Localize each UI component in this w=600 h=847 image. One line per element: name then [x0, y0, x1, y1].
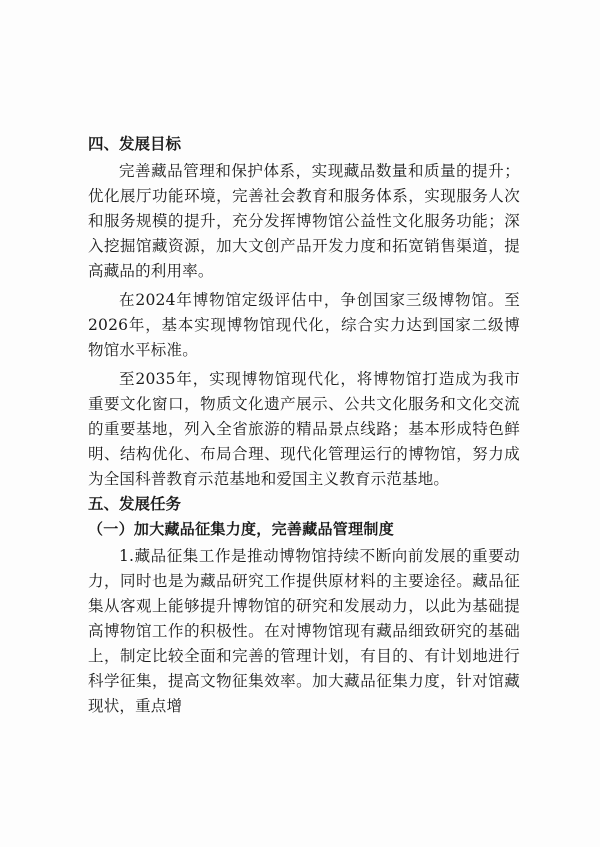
- paragraph: 完善藏品管理和保护体系，实现藏品数量和质量的提升；优化展厅功能环境，完善社会教育和服务体系，实现服务人次和服务规模的提升，充分发挥博物馆公益性文化服务功能；深入挖掘馆藏资源，加大文创产品开发力度和拓宽销售渠道，提高藏品的利用率。: [88, 162, 520, 280]
- paragraph: 在2024年博物馆定级评估中，争创国家三级博物馆。至2026年，基本实现博物馆现代化，综合实力达到国家二级博物馆水平标准。: [88, 291, 520, 359]
- document-body: [88, 132, 520, 719]
- paragraph: 至2035年，实现博物馆现代化，将博物馆打造成为我市重要文化窗口，物质文化遗产展示、公共文化服务和文化交流的重要基地，列入全省旅游的精品景点线路；基本形成特色鲜明、结构优化、布局合理、现代化管理运行的博物馆，努力成为全国科普教育示范基地和爱国主义教育示范基地。: [88, 370, 520, 488]
- paragraph: 1.藏品征集工作是推动博物馆持续不断向前发展的重要动力，同时也是为藏品研究工作提供原材料的主要途径。藏品征集从客观上能够提升博物馆的研究和发展动力，以此为基础提高博物馆工作的积极性。在对博物馆现有藏品细致研究的基础上，制定比较全面和完善的管理计划，有目的、有计划地进行科学征集，提高文物征集效率。加大藏品征集力度，针对馆藏现状，重点增: [88, 547, 520, 715]
- subsection-heading: （一）加大藏品征集力度，完善藏品管理制度: [88, 520, 395, 538]
- section-heading-goals: 四、发展目标: [88, 135, 182, 153]
- section-heading-tasks: 五、发展任务: [88, 495, 182, 513]
